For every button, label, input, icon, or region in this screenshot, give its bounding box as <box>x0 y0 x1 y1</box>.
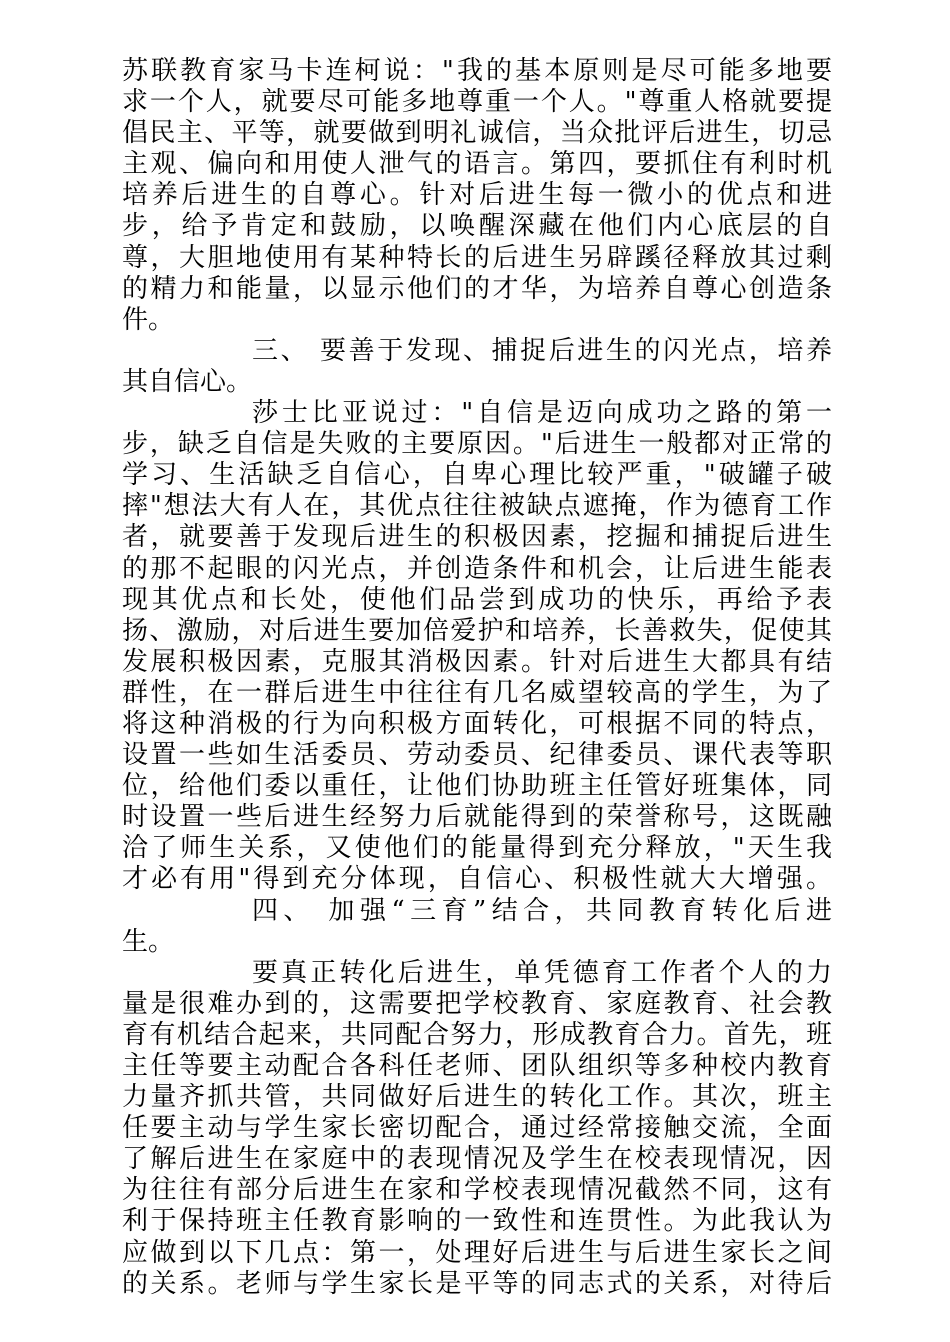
text-line: 的那不起眼的闪光点，并创造条件和机会，让后进生能表 <box>122 553 832 584</box>
text-line: 利于保持班主任教育影响的一致性和连贯性。为此我认为 <box>122 1206 832 1237</box>
text-line: 倡民主、平等，就要做到明礼诚信，当众批评后进生，切忌 <box>122 118 832 149</box>
text-line: 现其优点和长处，使他们品尝到成功的快乐，再给予表 <box>122 584 832 615</box>
text-line: 发展积极因素，克服其消极因素。针对后进生大都具有结 <box>122 646 832 677</box>
text-line: 主任等要主动配合各科任老师、团队组织等多种校内教育 <box>122 1051 832 1081</box>
text-line: 将这种消极的行为向积极方面转化，可根据不同的特点， <box>122 708 832 739</box>
text-line: 任要主动与学生家长密切配合，通过经常接触交流，全面 <box>122 1113 832 1144</box>
text-line: 扬、激励，对后进生要加倍爱护和培养，长善救失，促使其 <box>122 615 832 646</box>
text-line: 尊，大胆地使用有某种特长的后进生另辟蹊径释放其过剩 <box>122 242 832 273</box>
text-line: 步，缺乏自信是失败的主要原因。"后进生一般都对正常的 <box>122 429 832 460</box>
text-line: 量是很难办到的，这需要把学校教育、家庭教育、社会教 <box>122 988 832 1019</box>
text-line: 培养后进生的自尊心。针对后进生每一微小的优点和进 <box>122 180 832 211</box>
document-page <box>122 56 832 1300</box>
text-line: 件。 <box>122 304 175 335</box>
section-heading-4-continued: 生。 <box>122 926 175 957</box>
text-line: 了解后进生在家庭中的表现情况及学生在校表现情况，因 <box>122 1144 832 1175</box>
section-heading-3: 三、 要善于发现、捕捉后进生的闪光点，培养 <box>252 335 832 366</box>
text-line: 苏联教育家马卡连柯说："我的基本原则是尽可能多地要 <box>122 56 832 86</box>
section-heading-3-continued: 其自信心。 <box>122 366 253 397</box>
paragraph-start: 要真正转化后进生，单凭德育工作者个人的力 <box>252 957 832 988</box>
text-line: 育有机结合起来，共同配合努力，形成教育合力。首先，班 <box>122 1019 832 1050</box>
text-line: 为往往有部分后进生在家和学校表现情况截然不同，这有 <box>122 1175 832 1206</box>
text-line: 摔"想法大有人在，其优点往往被缺点遮掩，作为德育工作 <box>122 491 832 522</box>
text-line: 才必有用"得到充分体现，自信心、积极性就大大增强。 <box>122 864 832 895</box>
text-line: 力量齐抓共管，共同做好后进生的转化工作。其次，班主 <box>122 1082 832 1113</box>
text-line: 者，就要善于发现后进生的积极因素，挖掘和捕捉后进生 <box>122 522 832 553</box>
text-line: 洽了师生关系，又使他们的能量得到充分释放，"天生我 <box>122 833 832 864</box>
text-line: 位，给他们委以重任，让他们协助班主任管好班集体，同 <box>122 771 832 802</box>
text-line: 应做到以下几点：第一，处理好后进生与后进生家长之间 <box>122 1237 832 1268</box>
paragraph-start: 莎士比亚说过："自信是迈向成功之路的第一 <box>252 398 832 429</box>
text-line: 学习、生活缺乏自信心，自卑心理比较严重，"破罐子破 <box>122 460 832 491</box>
text-line: 群性，在一群后进生中往往有几名威望较高的学生，为了 <box>122 677 832 708</box>
text-line: 设置一些如生活委员、劳动委员、纪律委员、课代表等职 <box>122 740 832 771</box>
text-line: 的精力和能量，以显示他们的才华，为培养自尊心创造条 <box>122 273 832 304</box>
text-line: 求一个人，就要尽可能多地尊重一个人。"尊重人格就要提 <box>122 87 832 118</box>
text-line: 步，给予肯定和鼓励，以唤醒深藏在他们内心底层的自 <box>122 211 832 242</box>
section-heading-4: 四、 加强“三育”结合，共同教育转化后进 <box>252 895 832 926</box>
text-line: 时设置一些后进生经努力后就能得到的荣誉称号，这既融 <box>122 802 832 833</box>
text-line: 主观、偏向和用使人泄气的语言。第四，要抓住有利时机 <box>122 149 832 180</box>
text-line: 的关系。老师与学生家长是平等的同志式的关系，对待后 <box>122 1268 832 1299</box>
